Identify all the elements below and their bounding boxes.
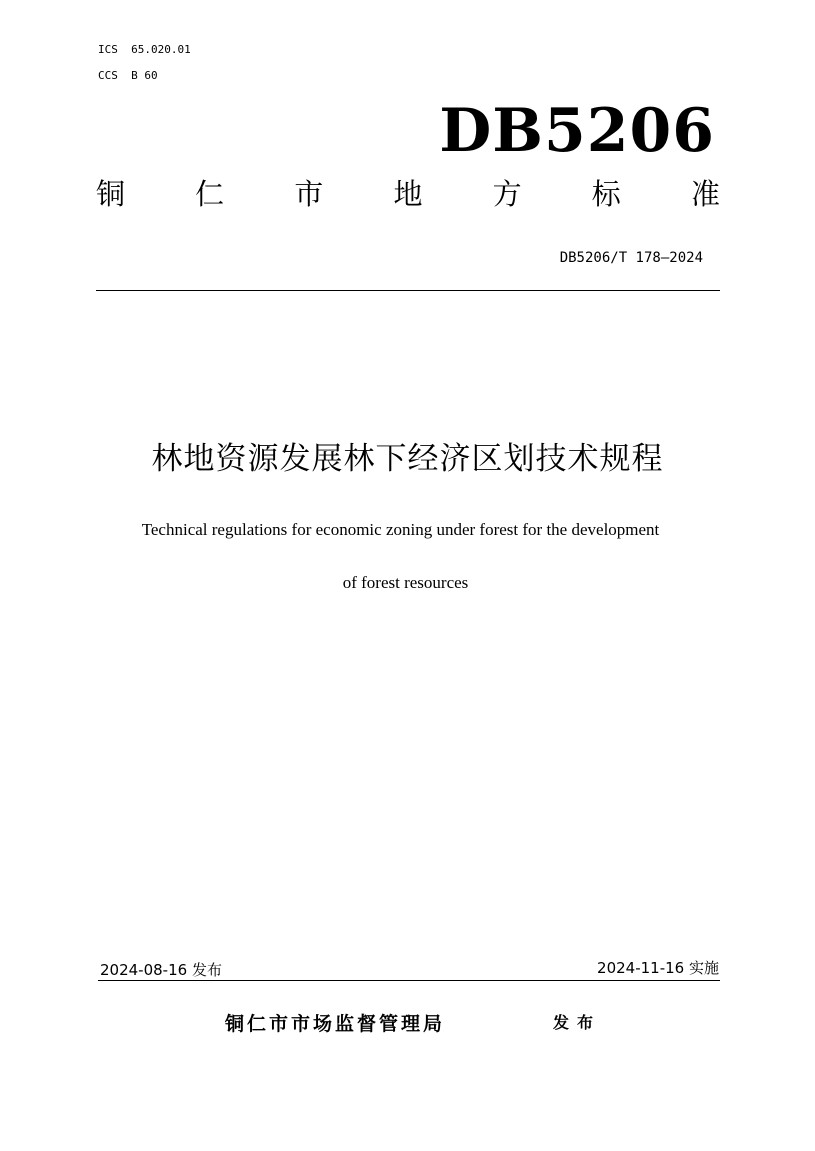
standard-name-char: 方 (492, 177, 522, 211)
footer-divider (98, 980, 720, 981)
document-number: DB5206/T 178—2024 (559, 250, 703, 266)
standard-name-char: 市 (294, 177, 324, 211)
standard-code: DB5206 (439, 96, 715, 166)
standard-name-char: 仁 (195, 177, 225, 211)
issue-date: 2024-08-16 发布 (100, 961, 222, 979)
title-english-line2: of forest resources (342, 573, 469, 592)
standard-name-char: 地 (393, 177, 423, 211)
header-divider (96, 290, 720, 291)
ics-code: ICS 65.020.01 (98, 43, 191, 56)
standard-name-char: 准 (690, 177, 720, 211)
standard-name-char: 标 (591, 177, 621, 211)
title-chinese: 林地资源发展林下经济区划技术规程 (151, 441, 664, 477)
ccs-code: CCS B 60 (98, 69, 158, 82)
title-english-line1: Technical regulations for economic zoning under forest for the development (141, 520, 660, 539)
issue-action: 发布 (553, 1013, 602, 1032)
standard-name-char: 铜 (96, 177, 126, 211)
issuing-authority: 铜仁市市场监督管理局 (225, 1013, 446, 1035)
standard-name (96, 176, 720, 212)
effective-date: 2024-11-16 实施 (597, 959, 719, 977)
